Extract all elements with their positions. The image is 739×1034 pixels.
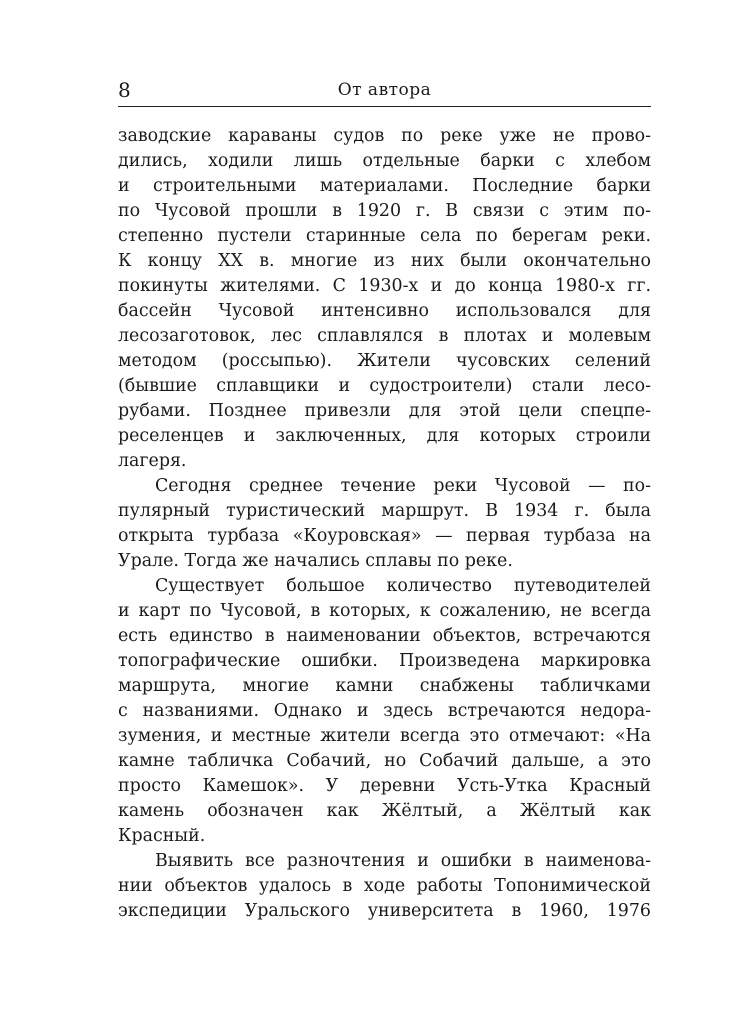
text-line: есть единство в наименовании объектов, встречаются — [118, 626, 651, 646]
text-line: открыта турбаза «Коуровская» — первая турбаза на — [118, 526, 651, 546]
text-line: пулярный туристический маршрут. В 1934 г. была — [118, 501, 651, 521]
text-line: просто Камешок». У деревни Усть-Утка Красный — [118, 776, 651, 796]
text-line: Сегодня среднее течение реки Чусовой — по- — [155, 476, 651, 496]
text-line: зумения, и местные жители всегда это отмечают: «На — [118, 726, 651, 746]
text-line: лесозаготовок, лес сплавлялся в плотах и молевым — [118, 326, 651, 346]
text-line: покинуты жителями. С 1930-х и до конца 1980-х гг. — [118, 276, 651, 296]
text-line: К концу XX в. многие из них были окончательно — [118, 251, 651, 271]
text-line: (бывшие сплавщики и судостроители) стали лесо- — [118, 376, 651, 396]
text-line: бассейн Чусовой интенсивно использовался для — [118, 301, 651, 321]
paragraph-2 — [118, 474, 651, 574]
text-line: с названиями. Однако и здесь встречаются недора- — [118, 701, 651, 721]
text-line: заводские караваны судов по реке уже не прово- — [118, 126, 651, 146]
paragraph-1 — [118, 124, 651, 474]
paragraph-3 — [118, 574, 651, 849]
text-line: камне табличка Собачий, но Собачий дальше, а это — [118, 751, 651, 771]
text-line: Существует большое количество путеводителей — [155, 576, 651, 596]
section-title: От автора — [337, 80, 432, 100]
text-line: Выявить все разночтения и ошибки в наименова- — [155, 851, 651, 871]
body-text — [118, 124, 651, 924]
text-line: маршрута, многие камни снабжены табличками — [118, 676, 651, 696]
text-line: топографические ошибки. Произведена маркировка — [118, 651, 651, 671]
text-line: нии объектов удалось в ходе работы Топонимической — [118, 876, 651, 896]
running-head — [118, 76, 651, 107]
text-line: Красный. — [118, 826, 206, 846]
text-line: методом (россыпью). Жители чусовских селений — [118, 351, 651, 371]
text-line: дились, ходили лишь отдельные барки с хлебом — [118, 151, 651, 171]
text-line: лагеря. — [118, 451, 187, 471]
page-number: 8 — [118, 78, 131, 102]
text-line: рубами. Позднее привезли для этой цели спецпе- — [118, 401, 651, 421]
text-line: степенно пустели старинные села по берегам реки. — [118, 226, 651, 246]
book-page — [118, 76, 651, 924]
text-line: реселенцев и заключенных, для которых строили — [118, 426, 651, 446]
text-line: экспедиции Уральского университета в 1960, 1976 — [118, 901, 651, 921]
text-line: камень обозначен как Жёлтый, а Жёлтый как — [118, 801, 651, 821]
text-line: по Чусовой прошли в 1920 г. В связи с этим по- — [118, 201, 651, 221]
paragraph-4 — [118, 849, 651, 924]
text-line: и строительными материалами. Последние барки — [118, 176, 651, 196]
text-line: Урале. Тогда же начались сплавы по реке. — [118, 551, 513, 571]
text-line: и карт по Чусовой, в которых, к сожалению, не всегда — [118, 601, 651, 621]
